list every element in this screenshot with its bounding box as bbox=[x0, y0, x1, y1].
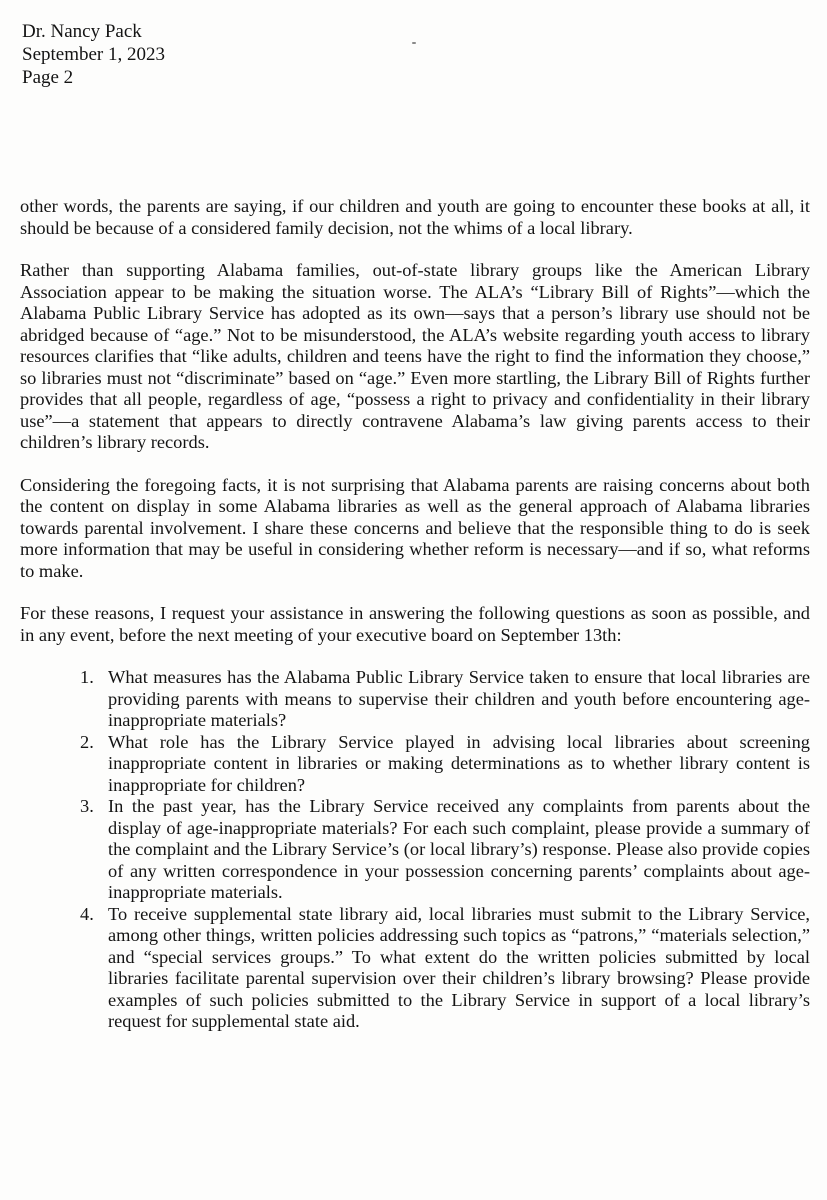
header-recipient: Dr. Nancy Pack bbox=[22, 21, 142, 42]
question-number: 2. bbox=[80, 731, 94, 752]
question-item bbox=[20, 667, 810, 732]
question-text: In the past year, has the Library Service received any complaints from parents about the display of age-inappropriate materials? For each such complaint, please provide a summary of the complaint and the Library Service’s (or local library’s) response. Please also provide copies of any written correspondence in your possession concerning parents’ complaints about age-inappropriate materials. bbox=[108, 796, 810, 902]
question-item bbox=[20, 732, 810, 797]
header-date: September 1, 2023 bbox=[22, 44, 166, 65]
question-text: What measures has the Alabama Public Library Service taken to ensure that local libraries are providing parents with means to supervise their children and youth before encountering age-inappropriate materials? bbox=[108, 667, 810, 730]
header-page-number: Page 2 bbox=[22, 67, 74, 88]
question-item bbox=[20, 904, 810, 1033]
question-text: What role has the Library Service played in advising local libraries about screening inappropriate content in libraries or making determinations as to whether library content is inappropriate for children? bbox=[108, 731, 810, 795]
question-item bbox=[20, 796, 810, 904]
question-number: 1. bbox=[80, 667, 94, 687]
paragraph-continuation: other words, the parents are saying, if our children and youth are going to encounter these books at all, it should be because of a considered family decision, not the whims of a local library. bbox=[20, 196, 810, 238]
question-text: To receive supplemental state library aid, local libraries must submit to the Library Service, among other things, written policies addressing such topics as “patrons,” “materials selection,” and “special services groups.” To what extent do the written policies submitted by local libraries facilitate parental supervision over their children’s library browsing? Please provide examples of such policies submitted to the Library Service in support of a local library’s request for supplemental state aid. bbox=[108, 903, 810, 1031]
paragraph-request: For these reasons, I request your assistance in answering the following questions as soon as possible, and in any event, before the next meeting of your executive board on September 13th: bbox=[20, 603, 810, 645]
paragraph-ala: Rather than supporting Alabama families, out-of-state library groups like the American Library Association appear to be making the situation worse. The ALA’s “Library Bill of Rights”—which the Alabama Public Library Service has adopted as its own—says that a person’s library use should not be abridged because of “age.” Not to be misunderstood, the ALA’s website regarding youth access to library resources clarifies that “like adults, children and teens have the right to find the information they choose,” so libraries must not “discriminate” based on “age.” Even more startling, the Library Bill of Rights further provides that all people, regardless of age, “possess a right to privacy and confidentiality in their library use”—a statement that appears to directly contravene Alabama’s law giving parents access to their children’s library records. bbox=[20, 260, 810, 452]
questions-list bbox=[20, 667, 810, 1033]
question-number: 4. bbox=[80, 903, 94, 924]
scan-speck bbox=[412, 42, 416, 44]
question-number: 3. bbox=[80, 796, 94, 816]
letter-header bbox=[22, 20, 165, 89]
paragraph-concerns: Considering the foregoing facts, it is not surprising that Alabama parents are raising concerns about both the content on display in some Alabama libraries as well as the general approach of Alabama libraries towards parental involvement. I share these concerns and believe that the responsible thing to do is seek more information that may be useful in considering whether reform is necessary—and if so, what reforms to make. bbox=[20, 474, 810, 581]
letter-body bbox=[20, 196, 810, 1033]
